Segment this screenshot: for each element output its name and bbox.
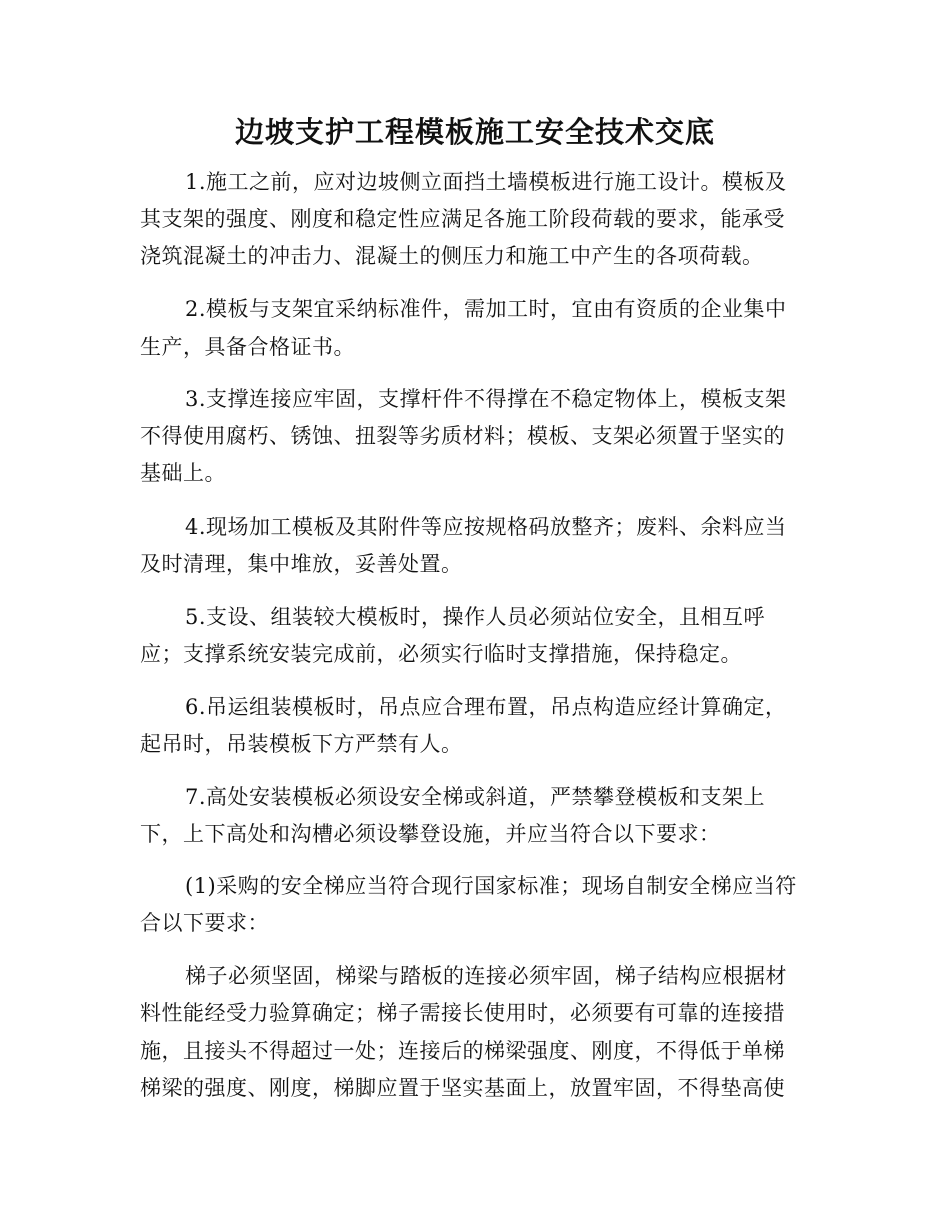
paragraph-9-line-4: 梯梁的强度、刚度，梯脚应置于坚实基面上，放置牢固，不得垫高使 — [140, 1076, 785, 1100]
paragraph-5-line-1: 5.支设、组装较大模板时，操作人员必须站位安全，且相互呼 — [185, 605, 766, 629]
paragraph-5-line-2: 应；支撑系统安装完成前，必须实行临时支撑措施，保持稳定。 — [140, 642, 742, 666]
paragraph-1-line-2: 其支架的强度、刚度和稳定性应满足各施工阶段荷载的要求，能承受 — [140, 207, 785, 231]
paragraph-2-line-2: 生产，具备合格证书。 — [140, 335, 355, 359]
paragraph-6-line-1: 6.吊运组装模板时，吊点应合理布置，吊点构造应经计算确定， — [185, 695, 787, 719]
paragraph-9-line-3: 施，且接头不得超过一处；连接后的梯梁强度、刚度，不得低于单梯 — [140, 1039, 785, 1063]
paragraph-7-line-1: 7.高处安装模板必须设安全梯或斜道，严禁攀登模板和支架上 — [185, 785, 766, 809]
paragraph-6-line-2: 起吊时，吊装模板下方严禁有人。 — [140, 732, 463, 756]
paragraph-9-line-1: 梯子必须坚固，梯梁与踏板的连接必须牢固，梯子结构应根据材 — [185, 964, 787, 988]
paragraph-1-line-1: 1.施工之前，应对边坡侧立面挡土墙模板进行施工设计。模板及 — [185, 170, 787, 194]
paragraph-4-line-2: 及时清理，集中堆放，妥善处置。 — [140, 552, 463, 576]
paragraph-8-line-1: (1)采购的安全梯应当符合现行国家标准；现场自制安全梯应当符 — [185, 874, 797, 898]
paragraph-3-line-1: 3.支撑连接应牢固，支撑杆件不得撑在不稳定物体上，模板支架 — [185, 387, 787, 411]
paragraph-3-line-3: 基础上。 — [140, 461, 226, 485]
paragraph-7-line-2: 下，上下高处和沟槽必须设攀登设施，并应当符合以下要求： — [140, 822, 721, 846]
document-title: 边坡支护工程模板施工安全技术交底 — [234, 115, 715, 149]
paragraph-2-line-1: 2.模板与支架宜采纳标准件，需加工时，宜由有资质的企业集中 — [185, 297, 787, 321]
paragraph-3-line-2: 不得使用腐朽、锈蚀、扭裂等劣质材料；模板、支架必须置于坚实的 — [140, 424, 785, 448]
paragraph-1-line-3: 浇筑混凝土的冲击力、混凝土的侧压力和施工中产生的各项荷载。 — [140, 244, 764, 268]
paragraph-4-line-1: 4.现场加工模板及其附件等应按规格码放整齐；废料、余料应当 — [185, 515, 787, 539]
paragraph-8-line-2: 合以下要求： — [140, 911, 269, 935]
paragraph-9-line-2: 料性能经受力验算确定；梯子需接长使用时，必须要有可靠的连接措 — [140, 1001, 785, 1025]
